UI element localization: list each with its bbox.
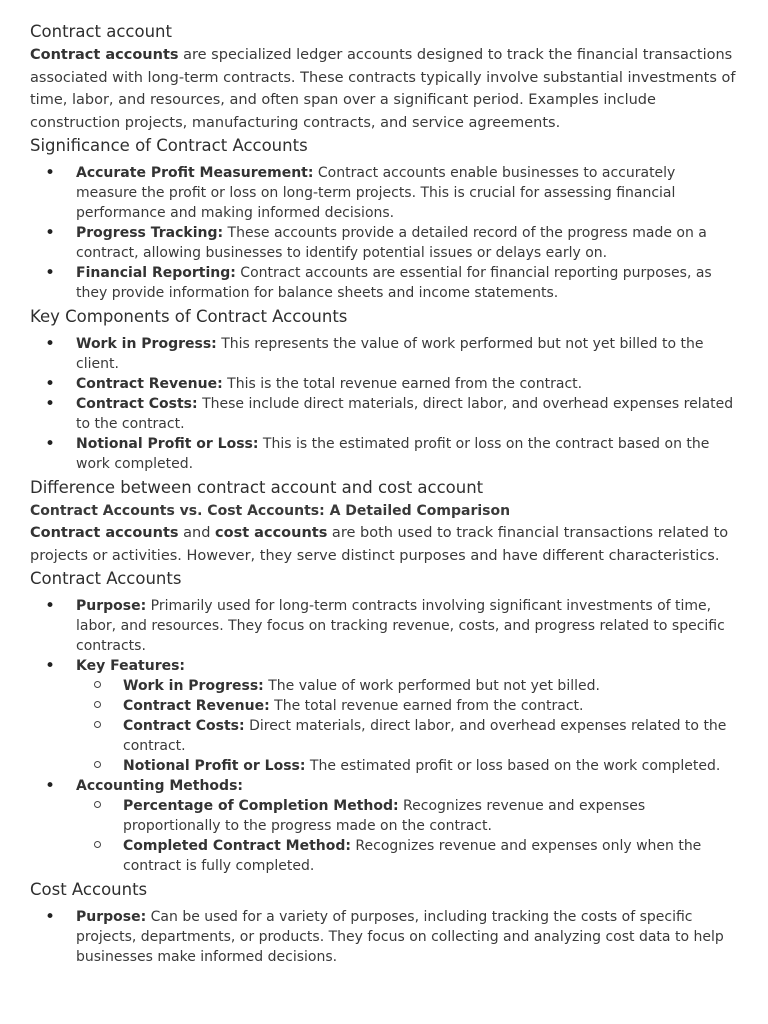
accounting-methods-list	[76, 796, 738, 876]
list-item: • Financial Reporting: Contract accounts are essential for financial reporting purposes, as they provide information for balance sheets and income statements.	[30, 263, 738, 303]
sub-list-item: Contract Costs: Direct materials, direct labor, and overhead expenses related to the contract.	[76, 716, 738, 756]
list-item: • Key Features: Work in Progress: The value of work performed but not yet billed. Contract Revenue: The total revenue earned from the contract. Contract Costs: Direct materials, direct labor, and overhead expenses related to the contract. Notional Profit or Loss: The estimated profit or loss based on the work completed.	[30, 656, 738, 776]
key-features-list	[76, 676, 738, 776]
heading-significance: Significance of Contract Accounts	[30, 136, 308, 155]
comparison-paragraph: Contract accounts and cost accounts are both used to track financial transactions related to projects or activities. However, they serve distinct purposes and have different characteristics.	[30, 525, 729, 564]
list-item: • Work in Progress: This represents the value of work performed but not yet billed to the client.	[30, 334, 738, 374]
sub-list-item: Percentage of Completion Method: Recognizes revenue and expenses proportionally to the progress made on the contract.	[76, 796, 738, 836]
list-item: • Purpose: Primarily used for long-term contracts involving significant investments of time, labor, and resources. They focus on tracking revenue, costs, and progress related to specific contracts.	[30, 596, 738, 656]
sub-list-item: Notional Profit or Loss: The estimated profit or loss based on the work completed.	[76, 756, 738, 776]
cost-accounts-list	[30, 907, 738, 967]
list-item: • Accounting Methods: Percentage of Completion Method: Recognizes revenue and expenses proportionally to the progress made on the contract. Completed Contract Method: Recognizes revenue and expenses only when the contract is fully completed.	[30, 776, 738, 876]
heading-contract-account: Contract account	[30, 22, 172, 41]
key-components-list	[30, 334, 738, 474]
intro-paragraph: Contract accounts are specialized ledger accounts designed to track the financial transactions associated with long-term contracts. These contracts typically involve substantial investments of time, labor, and resources, and often span over a significant period. Examples include construction projects, manufacturing contracts, and service agreements.	[30, 47, 736, 131]
significance-list	[30, 163, 738, 303]
list-item: • Accurate Profit Measurement: Contract accounts enable businesses to accurately measure the profit or loss on long-term projects. This is crucial for assessing financial performance and making informed decisions.	[30, 163, 738, 223]
contract-accounts-list	[30, 596, 738, 876]
sub-list-item: Work in Progress: The value of work performed but not yet billed.	[76, 676, 738, 696]
subheading-comparison: Contract Accounts vs. Cost Accounts: A Detailed Comparison	[30, 503, 511, 519]
sub-list-item: Contract Revenue: The total revenue earned from the contract.	[76, 696, 738, 716]
list-item: • Purpose: Can be used for a variety of purposes, including tracking the costs of specific projects, departments, or products. They focus on collecting and analyzing cost data to help businesses make informed decisions.	[30, 907, 738, 967]
list-item: • Notional Profit or Loss: This is the estimated profit or loss on the contract based on the work completed.	[30, 434, 738, 474]
heading-cost-accounts: Cost Accounts	[30, 880, 148, 899]
list-item: • Contract Costs: These include direct materials, direct labor, and overhead expenses related to the contract.	[30, 394, 738, 434]
list-item: • Contract Revenue: This is the total revenue earned from the contract.	[30, 374, 738, 394]
heading-key-components: Key Components of Contract Accounts	[30, 307, 348, 326]
heading-difference: Difference between contract account and cost account	[30, 478, 484, 497]
list-item: • Progress Tracking: These accounts provide a detailed record of the progress made on a contract, allowing businesses to identify potential issues or delays early on.	[30, 223, 738, 263]
heading-contract-accounts: Contract Accounts	[30, 569, 182, 588]
sub-list-item: Completed Contract Method: Recognizes revenue and expenses only when the contract is fully completed.	[76, 836, 738, 876]
